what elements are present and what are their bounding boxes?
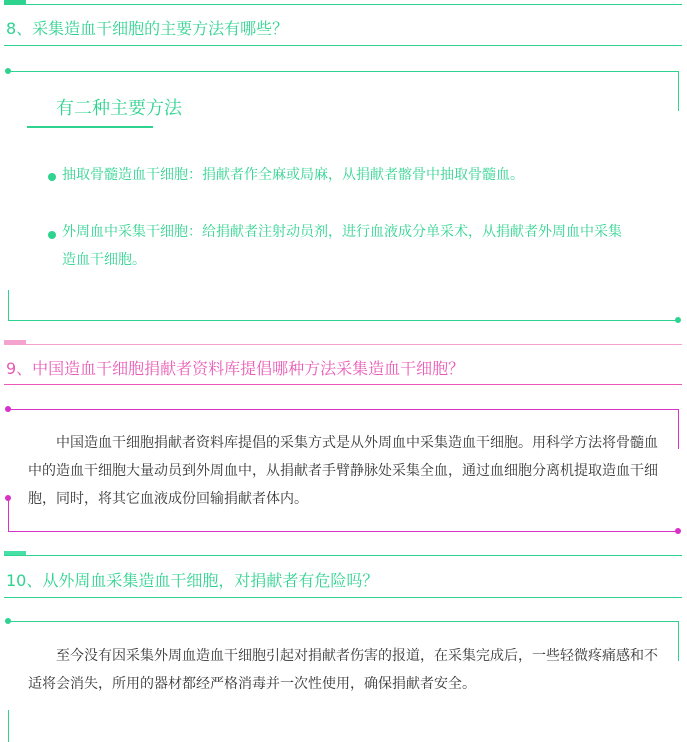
section-9-frame-dot-bottom (675, 528, 681, 534)
section-8-frame-right (678, 71, 679, 111)
answer-9-text: 中国造血干细胞捐献者资料库提倡的采集方式是从外周血中采集造血干细胞。用科学方法将骨髓血中的造血干细胞大量动员到外周血中，从捐献者手臂静脉处采集全血，通过血细胞分离机提取造血干细胞，同时，将其它血液成份回输捐献者体内。 (28, 435, 658, 507)
section-10-frame-right (678, 621, 679, 661)
answer-10-text: 至今没有因采集外周血造血干细胞引起对捐献者伤害的报道，在采集完成后，一些轻微疼痛感和不适将会消失，所用的器材都经严格消毒并一次性使用，确保捐献者安全。 (28, 648, 658, 692)
question-9-title: 9、中国造血干细胞捐献者资料库提倡哪种方法采集造血干细胞？ (6, 359, 465, 378)
answer-8-bullet-1: 抽取骨髓造血干细胞：捐献者作全麻或局麻，从捐献者髂骨中抽取骨髓血。 (62, 167, 524, 183)
section-8-frame-top (8, 71, 678, 72)
section-9-frame-right (678, 409, 679, 449)
bullet-dot-1 (48, 173, 56, 181)
section-10-frame-left (8, 710, 9, 742)
section-9-frame-bottom (8, 531, 678, 532)
section-8-title-rule (4, 45, 682, 46)
section-8-frame-left (8, 290, 9, 320)
bullet-dot-2 (48, 231, 56, 239)
section-10-frame-top (8, 621, 678, 622)
answer-8-bullet-2: 外周血中采集干细胞：给捐献者注射动员剂，进行血液成分单采术，从捐献者外周血中采集造血干细胞。 (62, 224, 622, 268)
section-9-top-rule (4, 344, 682, 345)
question-10-title: 10、从外周血采集造血干细胞，对捐献者有危险吗？ (6, 571, 379, 590)
question-8-title: 8、采集造血干细胞的主要方法有哪些？ (6, 19, 289, 38)
answer-8-subheading-underline (27, 126, 153, 128)
section-9-frame-left (8, 498, 9, 531)
section-8-frame-bottom (8, 320, 678, 321)
section-8-top-rule (4, 4, 682, 5)
section-10-top-rule (4, 555, 682, 556)
section-9-title-rule (4, 384, 682, 385)
section-10-title-rule (4, 597, 682, 598)
answer-8-subheading: 有二种主要方法 (56, 98, 182, 119)
section-8-frame-dot-bottom (675, 317, 681, 323)
section-9-frame-top (8, 409, 678, 410)
